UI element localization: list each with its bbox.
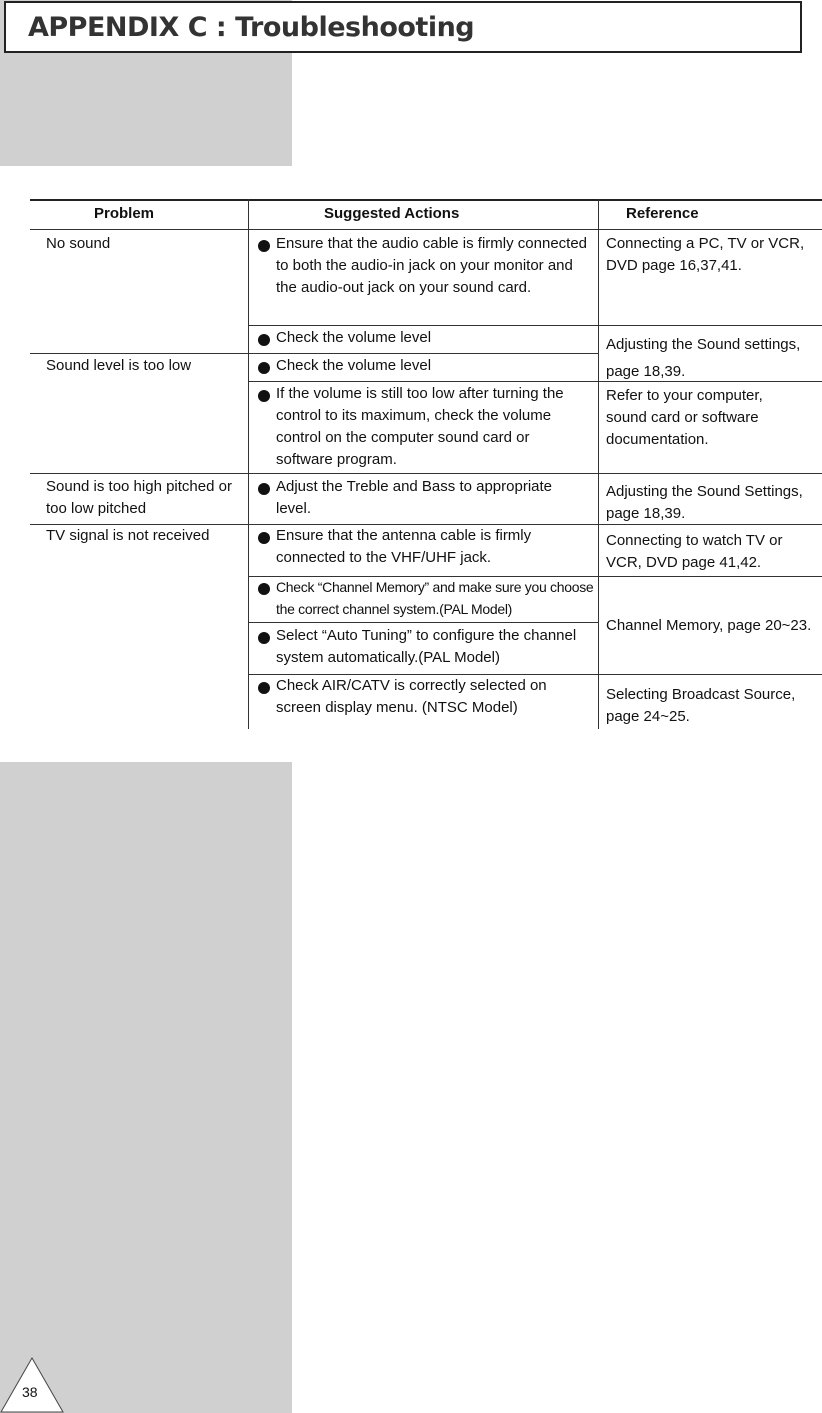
reference-item: Connecting a PC, TV or VCR, DVD page 16,37,41. [606,235,805,274]
column-divider [248,199,249,729]
title-banner [4,1,802,53]
action-item: Ensure that the antenna cable is firmly connected to the VHF/UHF jack. [258,525,566,569]
reference-item: Refer to your computer, sound card or software documentation. [606,387,763,448]
action-item: Check the volume level [258,355,592,377]
table-top-rule [30,199,822,201]
row-rule [30,473,822,474]
header-reference: Reference [626,205,699,222]
reference-item: Adjusting the Sound settings, page 18,39. [606,336,801,380]
bullet-icon [258,532,270,544]
page-title: APPENDIX C : Troubleshooting [28,12,475,43]
action-item: Check “Channel Memory” and make sure you choose the correct channel system.(PAL Model) [258,576,596,620]
row-rule [248,325,822,326]
row-rule [30,353,598,354]
reference-item: Channel Memory, page 20~23. [606,617,812,634]
bullet-icon [258,632,270,644]
bullet-icon [258,583,270,595]
problem-sound-low: Sound level is too low [46,357,192,374]
action-item: Check AIR/CATV is correctly selected on screen display menu. (NTSC Model) [258,675,576,719]
action-item: Adjust the Treble and Bass to appropriate level. [258,476,586,520]
bullet-icon [258,362,270,374]
action-item: Check the volume level [258,327,592,349]
page-number: 38 [22,1384,38,1400]
action-item: Select “Auto Tuning” to configure the channel system automatically.(PAL Model) [258,625,596,669]
reference-item: Adjusting the Sound Settings, page 18,39. [606,483,803,522]
problem-tv-signal: TV signal is not received [46,527,210,544]
bullet-icon [258,240,270,252]
troubleshooting-table [30,199,822,729]
header-rule [30,229,822,230]
margin-band-bottom [0,762,292,1413]
problem-sound-pitch: Sound is too high pitched or too low pitched [46,478,232,517]
column-divider [598,199,599,729]
bullet-icon [258,682,270,694]
reference-item: Connecting to watch TV or VCR, DVD page 41,42. [606,532,783,571]
action-item: Ensure that the audio cable is firmly connected to both the audio-in jack on your monitor and the audio-out jack on your sound card. [258,233,592,299]
bullet-icon [258,334,270,346]
reference-item: Selecting Broadcast Source, page 24~25. [606,686,796,725]
bullet-icon [258,390,270,402]
problem-no-sound: No sound [46,235,111,252]
header-suggested-actions: Suggested Actions [324,205,460,222]
header-problem: Problem [94,205,155,222]
bullet-icon [258,483,270,495]
action-item: If the volume is still too low after turning the control to its maximum, check the volume control on the computer sound card or software program. [258,383,576,471]
row-rule [248,622,598,623]
